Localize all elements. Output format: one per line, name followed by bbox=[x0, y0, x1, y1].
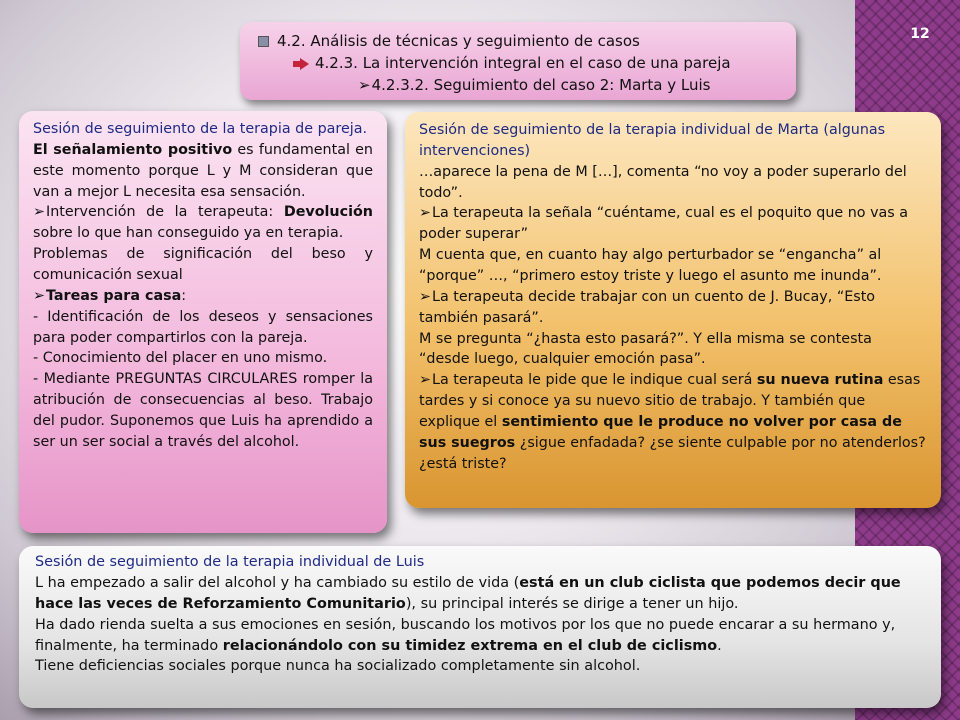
orange-p4-text: La terapeuta decide trabajar con un cuento de J. Bucay, “Esto también pasará”. bbox=[419, 288, 876, 326]
pink-p4-text: : bbox=[181, 287, 187, 304]
gray-p2-rest: . bbox=[717, 637, 722, 654]
gray-p1-bold: está en un club ciclista que podemos decir que hace las veces de Reforzamiento Comunitario bbox=[35, 574, 901, 612]
header-box bbox=[240, 22, 796, 100]
chevron-bullet-icon: ➢ bbox=[419, 205, 431, 222]
header-line-2 bbox=[300, 54, 731, 72]
orange-paragraph-6 bbox=[419, 370, 927, 474]
pink-session-box bbox=[19, 111, 387, 533]
pink-paragraph-3: Problemas de significación del beso y comunicación sexual bbox=[33, 246, 373, 284]
chevron-bullet-icon: ➢ bbox=[419, 372, 431, 389]
pink-p2-text: Intervención de la terapeuta: bbox=[45, 204, 284, 221]
pink-p2-rest: sobre lo que han conseguido ya en terapia. bbox=[33, 225, 344, 242]
chevron-bullet-icon: ➢ bbox=[33, 287, 45, 304]
orange-p6-text: La terapeuta le pide que le indique cual será bbox=[431, 372, 757, 389]
header-line-3-text: 4.2.3.2. Seguimiento del caso 2: Marta y Luis bbox=[371, 76, 711, 94]
orange-box-title: Sesión de seguimiento de la terapia individual de Marta (algunas intervenciones) bbox=[419, 122, 886, 159]
pink-p4-bold: Tareas para casa bbox=[45, 287, 182, 304]
orange-p6-bold-2: sentimiento que le produce no volver por casa de sus suegros bbox=[419, 414, 902, 451]
header-line-1-text: 4.2. Análisis de técnicas y seguimiento de casos bbox=[277, 32, 640, 50]
orange-p6-bold-1: su nueva rutina bbox=[756, 372, 884, 389]
pink-paragraph-4 bbox=[33, 286, 373, 307]
orange-p6-rest: ¿sigue enfadada? ¿se siente culpable por no atenderlos? ¿está triste? bbox=[419, 434, 926, 472]
gray-p2-text: Ha dado rienda suelta a sus emociones en sesión, buscando los motivos por los que no puede encarar a su hermano y, finalmente, ha terminado bbox=[35, 616, 896, 654]
orange-paragraph-5: M se pregunta “¿hasta esto pasará?”. Y ella misma se contesta “desde luego, cualquier emoción pasa”. bbox=[419, 330, 872, 368]
gray-paragraph-1 bbox=[35, 573, 925, 615]
orange-paragraph-4 bbox=[419, 287, 927, 329]
pink-box-title: Sesión de seguimiento de la terapia de pareja. bbox=[33, 121, 368, 137]
gray-p1-text: L ha empezado a salir del alcohol y ha cambiado su estilo de vida ( bbox=[35, 574, 520, 591]
chevron-bullet-icon: ➢ bbox=[358, 76, 371, 94]
page-number: 12 bbox=[910, 26, 930, 42]
pink-paragraph-5: - Identificación de los deseos y sensaciones para poder compartirlos con la pareja. bbox=[33, 308, 373, 346]
pink-paragraph-6: - Conocimiento del placer en uno mismo. bbox=[33, 350, 328, 367]
chevron-bullet-icon: ➢ bbox=[33, 204, 45, 221]
pink-paragraph-2 bbox=[33, 202, 373, 244]
orange-paragraph-1: …aparece la pena de M […], comenta “no voy a poder superarlo del todo”. bbox=[419, 163, 907, 201]
orange-p6-mid: esas tardes y si conoce ya su nuevo sitio de trabajo. Y también que explique el bbox=[419, 372, 921, 431]
orange-paragraph-2 bbox=[419, 203, 927, 245]
orange-session-box bbox=[405, 112, 941, 508]
chevron-bullet-icon: ➢ bbox=[419, 288, 431, 305]
arrow-bullet-icon bbox=[300, 58, 309, 70]
pink-p2-bold: Devolución bbox=[283, 204, 373, 221]
pink-p1-bold: El señalamiento positivo bbox=[33, 141, 233, 158]
gray-session-box bbox=[19, 546, 941, 708]
gray-p1-rest: ), su principal interés se dirige a tener un hijo. bbox=[405, 595, 739, 612]
header-line-2-text: 4.2.3. La intervención integral en el caso de una pareja bbox=[315, 54, 731, 72]
orange-p2-text: La terapeuta la señala “cuéntame, cual es el poquito que no vas a poder superar” bbox=[419, 205, 909, 243]
gray-p2-bold: relacionándolo con su timidez extrema en el club de ciclismo bbox=[222, 637, 718, 654]
pink-p1-text: es fundamental en este momento porque L y M consideran que van a mejor L necesita esa sensación. bbox=[33, 141, 373, 200]
header-line-1 bbox=[258, 32, 640, 50]
square-bullet-icon bbox=[258, 36, 269, 47]
header-line-3 bbox=[358, 76, 711, 94]
gray-paragraph-3: Tiene deficiencias sociales porque nunca ha socializado completamente sin alcohol. bbox=[35, 658, 641, 675]
orange-paragraph-3: M cuenta que, en cuanto hay algo perturbador se “engancha” al “porque” …, “primero estoy triste y luego el asunto me inunda”. bbox=[419, 247, 882, 285]
pink-paragraph-7: - Mediante PREGUNTAS CIRCULARES romper la atribución de consecuencias al beso. Trabajo del pudor. Suponemos que Luis ha aprendido a ser un ser social a través del alcohol. bbox=[33, 371, 373, 450]
gray-paragraph-2 bbox=[35, 615, 925, 657]
pink-paragraph-1 bbox=[33, 140, 373, 203]
gray-box-title: Sesión de seguimiento de la terapia individual de Luis bbox=[35, 554, 425, 570]
